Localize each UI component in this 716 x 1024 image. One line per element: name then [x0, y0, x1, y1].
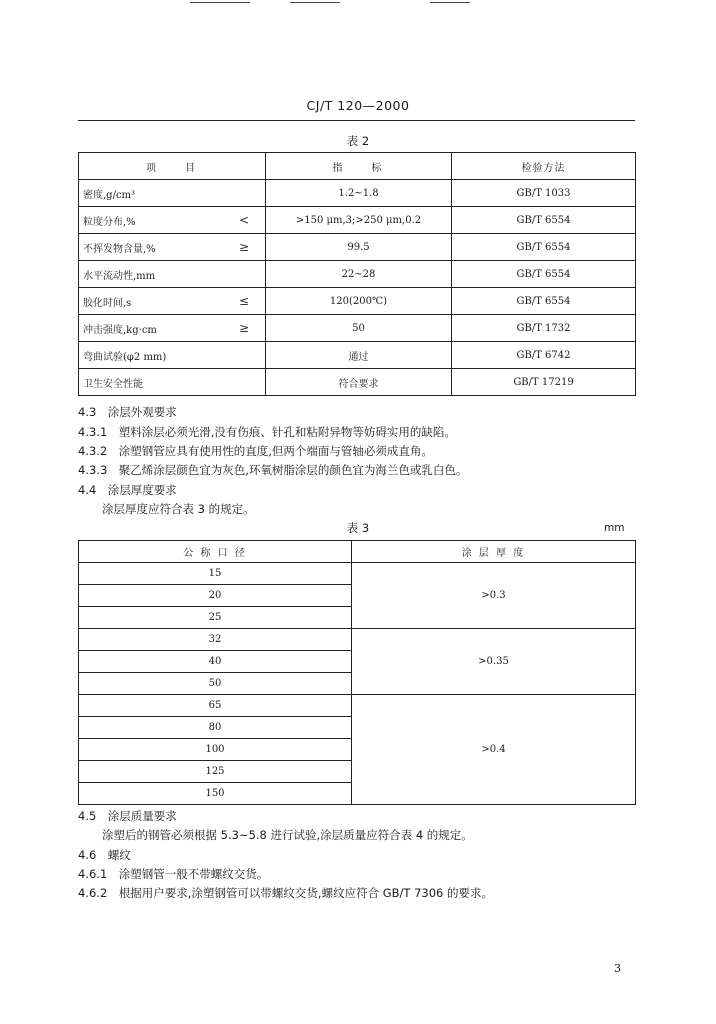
diameter-cell: 125 [79, 761, 352, 783]
section-4-3-1: 4.3.1 塑料涂层必须光滑,没有伤痕、针孔和粘附异物等妨碍实用的缺陷。 [78, 425, 456, 439]
table-row [79, 315, 636, 342]
table-row [79, 342, 636, 369]
property-cell [79, 288, 266, 315]
table-2 [78, 152, 636, 396]
header-diameter: 公 称 口 径 [79, 541, 352, 563]
property-label: 不挥发物含量,% [83, 243, 156, 255]
thickness-cell: >0.35 [352, 629, 636, 695]
table-row [79, 369, 636, 396]
property-cell [79, 369, 266, 396]
diameter-cell: 15 [79, 563, 352, 585]
diameter-cell: 40 [79, 651, 352, 673]
page-number: 3 [614, 962, 621, 975]
diameter-cell: 50 [79, 673, 352, 695]
scan-mark [290, 2, 340, 3]
table2-caption: 表 2 [346, 134, 370, 148]
section-4-3-2: 4.3.2 涂塑钢管应具有使用性的直度,但两个端面与管轴必须成直角。 [78, 444, 433, 458]
index-value-cell: 1.2~1.8 [266, 180, 452, 207]
table3-unit: mm [604, 522, 625, 534]
index-value-cell: 50 [266, 315, 452, 342]
property-cell [79, 180, 266, 207]
test-method-cell: GB/T 6554 [452, 234, 636, 261]
property-label: 冲击强度,kg·cm [83, 324, 157, 336]
index-value-cell: 99.5 [266, 234, 452, 261]
table-row [79, 234, 636, 261]
comparison-symbol: ≥ [238, 321, 249, 335]
section-4-6-2: 4.6.2 根据用户要求,涂塑钢管可以带螺纹交货,螺纹应符合 GB/T 7306 的要求。 [78, 886, 494, 900]
property-label: 密度,g/cm³ [83, 189, 136, 201]
property-cell [79, 342, 266, 369]
table3-caption: 表 3 [346, 521, 370, 535]
section-4-6: 4.6 螺纹 [78, 848, 131, 862]
table-header-row [79, 153, 636, 180]
header-thickness: 涂 层 厚 度 [352, 541, 636, 563]
index-value-cell: 符合要求 [266, 369, 452, 396]
property-label: 水平流动性,mm [83, 270, 156, 282]
index-value-cell: 通过 [266, 342, 452, 369]
thickness-cell: >0.3 [352, 563, 636, 629]
table-3 [78, 540, 636, 805]
section-4-5-text: 涂塑后的钢管必须根据 5.3~5.8 进行试验,涂层质量应符合表 4 的规定。 [102, 828, 473, 842]
table-row [79, 288, 636, 315]
diameter-cell: 150 [79, 783, 352, 805]
thickness-cell: >0.4 [352, 695, 636, 805]
diameter-cell: 100 [79, 739, 352, 761]
table-row [79, 695, 636, 717]
table-header-row [79, 541, 636, 563]
header-index: 指 标 [266, 153, 452, 180]
diameter-cell: 80 [79, 717, 352, 739]
scan-mark [190, 2, 250, 3]
property-label: 弯曲试验(φ2 mm) [83, 351, 167, 363]
section-4-6-1: 4.6.1 涂塑钢管一般不带螺纹交货。 [78, 867, 269, 881]
property-cell [79, 315, 266, 342]
table-row [79, 563, 636, 585]
section-4-4-text: 涂层厚度应符合表 3 的规定。 [102, 502, 255, 516]
section-4-3-3: 4.3.3 聚乙烯涂层颜色宜为灰色,环氧树脂涂层的颜色宜为海兰色或乳白色。 [78, 463, 468, 477]
property-cell [79, 261, 266, 288]
property-label: 卫生安全性能 [83, 378, 143, 390]
section-4-4: 4.4 涂层厚度要求 [78, 483, 177, 497]
index-value-cell: >150 μm,3;>250 μm,0.2 [266, 207, 452, 234]
header-item: 项 目 [79, 153, 266, 180]
test-method-cell: GB/T 17219 [452, 369, 636, 396]
diameter-cell: 25 [79, 607, 352, 629]
comparison-symbol: < [238, 213, 249, 227]
section-4-3: 4.3 涂层外观要求 [78, 405, 177, 419]
test-method-cell: GB/T 6742 [452, 342, 636, 369]
section-4-5: 4.5 涂层质量要求 [78, 809, 177, 823]
property-label: 粒度分布,% [83, 216, 136, 228]
table-row [79, 207, 636, 234]
test-method-cell: GB/T 1033 [452, 180, 636, 207]
test-method-cell: GB/T 1732 [452, 315, 636, 342]
test-method-cell: GB/T 6554 [452, 288, 636, 315]
scan-mark [430, 2, 470, 3]
diameter-cell: 65 [79, 695, 352, 717]
document-code: CJ/T 120—2000 [306, 98, 410, 113]
table-row [79, 180, 636, 207]
table-row [79, 261, 636, 288]
comparison-symbol: ≥ [238, 240, 249, 254]
property-cell [79, 234, 266, 261]
test-method-cell: GB/T 6554 [452, 261, 636, 288]
diameter-cell: 20 [79, 585, 352, 607]
index-value-cell: 22~28 [266, 261, 452, 288]
table-row [79, 629, 636, 651]
header-rule [78, 120, 635, 121]
comparison-symbol: ≤ [238, 294, 249, 308]
index-value-cell: 120(200℃) [266, 288, 452, 315]
property-label: 胶化时间,s [83, 297, 132, 309]
header-method: 检验方法 [452, 153, 636, 180]
diameter-cell: 32 [79, 629, 352, 651]
property-cell [79, 207, 266, 234]
test-method-cell: GB/T 6554 [452, 207, 636, 234]
